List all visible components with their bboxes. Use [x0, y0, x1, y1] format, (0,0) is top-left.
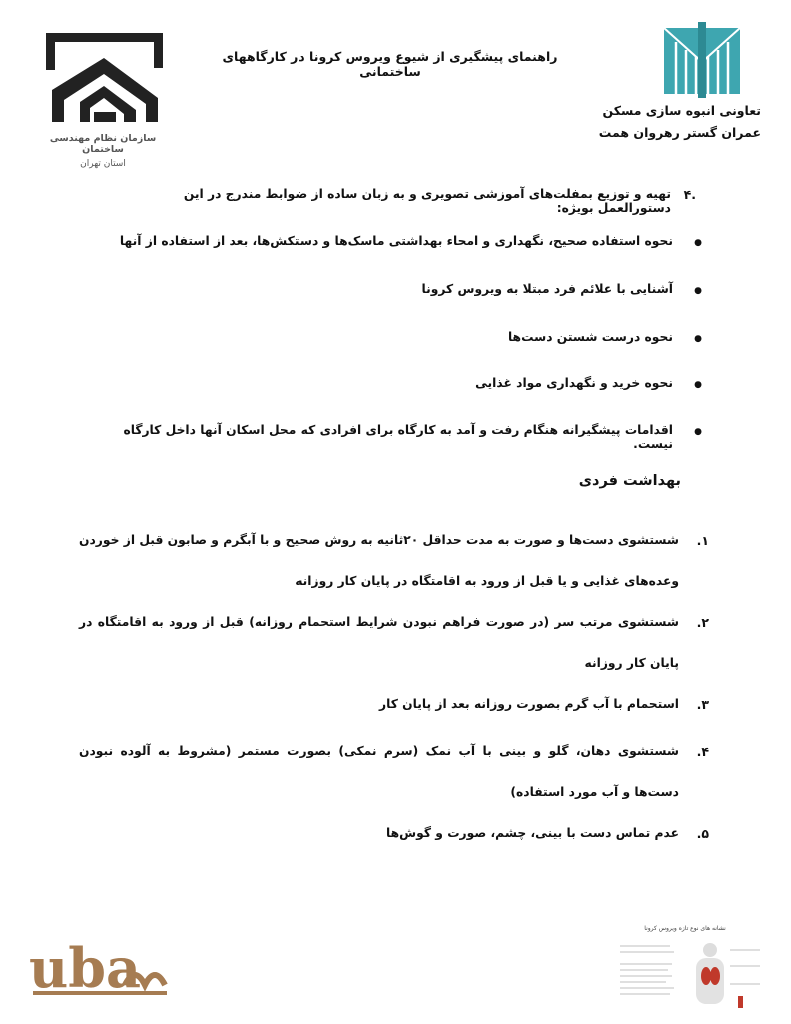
section4-number: ۴. — [683, 187, 696, 202]
item-text: عدم تماس دست با بینی، چشم، صورت و گوش‌ها — [386, 826, 679, 840]
list-item: ● نحوه استفاده صحیح، نگهداری و امحاء بهداشتی ماسک‌ها و دستکش‌ها، بعد از استفاده از آنها — [113, 234, 673, 248]
section-title: بهداشت فردی — [578, 473, 681, 489]
list-item — [79, 813, 709, 854]
org-name: سازمان نظام مهندسی ساختمان — [49, 133, 157, 155]
infographic-title: نشانه های نوع تازه ویروس کرونا — [644, 925, 726, 932]
item-text: شستشوی دست‌ها و صورت به مدت حداقل ۲۰ثانیه به روش صحیح و با آبگرم و صابون قبل از خوردن وعده‌های غذایی و یا قبل از ورود به اقامتگاه در پایان کار روزانه — [79, 533, 679, 588]
list-item — [79, 602, 709, 684]
org-province: استان تهران — [80, 159, 126, 169]
item-number: ۳. — [696, 697, 709, 712]
org-caption — [28, 133, 178, 169]
covid-infographic — [600, 925, 770, 1020]
list-item — [79, 520, 709, 602]
document-title: راهنمای پیشگیری از شیوع ویروس کرونا در کارگاههای ساختمانی — [222, 49, 558, 79]
list-item: ● نحوه خرید و نگهداری مواد غذایی — [113, 376, 673, 390]
item-number: ۵. — [696, 826, 709, 841]
coop-line1: تعاونی انبوه سازی مسکن — [602, 103, 761, 118]
org-logo — [42, 30, 167, 128]
item-number: ۱. — [696, 533, 709, 548]
coop-line2: عمران گستر رهروان همت — [598, 125, 761, 140]
item-text: شستشوی دهان، گلو و بینی با آب نمک (سرم نمکی) بصورت مستمر (مشروط به آلوده نبودن دست‌ها و آب مورد استفاده) — [79, 744, 679, 799]
item-number: ۲. — [696, 615, 709, 630]
item-text: استحمام با آب گرم بصورت روزانه بعد از پایان کار — [379, 697, 679, 711]
coop-name — [561, 100, 761, 144]
list-item: ● اقدامات پیشگیرانه هنگام رفت و آمد به کارگاه برای افرادی که محل اسکان آنها داخل کارگاه نیست. — [113, 423, 673, 451]
item-text: شستشوی مرتب سر (در صورت فراهم نبودن شرایط استحمام روزانه) قبل از ورود به اقامتگاه در پایان کار روزانه — [79, 615, 679, 670]
section4-intro: تهیه و توزیع بمفلت‌های آموزشی تصویری و به زبان ساده از ضوابط مندرج در این دستورالعمل بویژه: — [183, 187, 671, 215]
list-item: ● نحوه درست شستن دست‌ها — [113, 330, 673, 344]
coop-logo — [656, 22, 748, 98]
list-item: ● آشنایی با علائم فرد مبتلا به ویروس کرونا — [113, 282, 673, 296]
list-item — [79, 731, 709, 813]
list-item — [79, 684, 709, 725]
footer-logo-text: uba — [29, 936, 142, 1000]
item-number: ۴. — [696, 744, 709, 759]
footer-logo — [25, 935, 175, 1005]
